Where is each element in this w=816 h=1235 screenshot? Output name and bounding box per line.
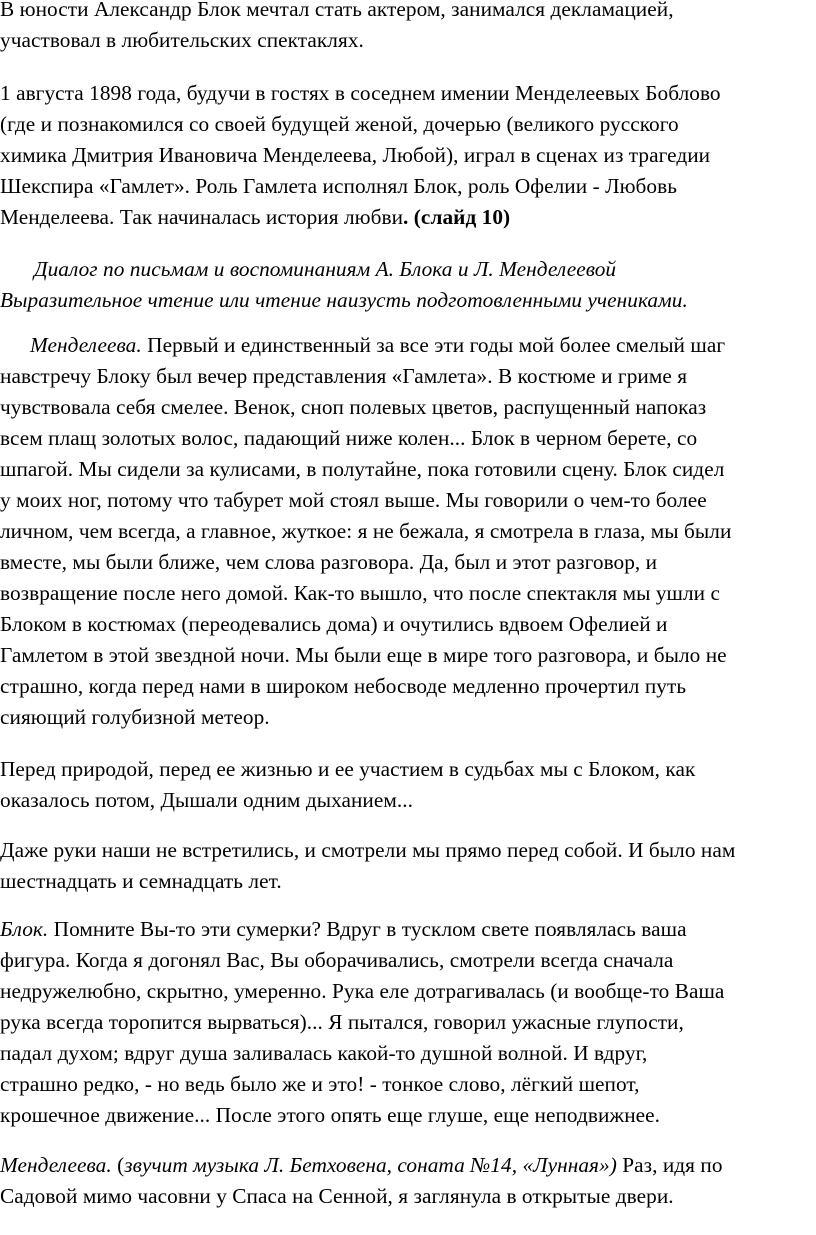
- text-line: чувствовала себя смелее. Венок, сноп полевых цветов, распущенный напоказ: [0, 395, 707, 419]
- text-line: [0, 202, 816, 233]
- speaker-name: Блок.: [0, 917, 49, 941]
- text-line: [0, 1150, 816, 1181]
- text-line: Диалог по письмам и воспоминаниям А. Блока и Л. Менделеевой: [34, 257, 617, 281]
- text-line: Перед природой, перед ее жизнью и ее участием в судьбах мы с Блоком, как: [0, 757, 696, 781]
- text-line: 1 августа 1898 года, будучи в гостях в соседнем имении Менделеевых Боблово: [0, 81, 721, 105]
- text-line: Гамлетом в этой звездной ночи. Мы были еще в мире того разговора, и было не: [0, 643, 727, 667]
- stage-direction: звучит музыка Л. Бетховена, соната №14, «Лунная»): [124, 1153, 617, 1177]
- text-line: фигура. Когда я догонял Вас, Вы оборачивались, смотрели всегда сначала: [0, 948, 674, 972]
- paragraph-nature: [0, 754, 816, 816]
- text-line: страшно, когда перед нами в широком небосводе медленно прочертил путь: [0, 674, 687, 698]
- paragraph-hands: [0, 835, 816, 897]
- text-line: [0, 914, 816, 945]
- paragraph-mendeleeva-2: [0, 1150, 816, 1212]
- text-line: оказалось потом, Дышали одним дыханием...: [0, 788, 414, 812]
- text-line: падал духом; вдруг душа заливалась какой-то душной волной. И вдруг,: [0, 1041, 648, 1065]
- text-line: крошечное движение... После этого опять еще глуше, еще неподвижнее.: [0, 1103, 661, 1127]
- text-line: рука всегда торопится вырваться)... Я пытался, говорил ужасные глупости,: [0, 1010, 684, 1034]
- text-fragment: Менделеева. Так начиналась история любви: [0, 205, 404, 229]
- text-line: возвращение после него домой. Как-то вышло, что после спектакля мы ушли с: [0, 581, 720, 605]
- text-line: сияющий голубизной метеор.: [0, 705, 270, 729]
- text-line: шпагой. Мы сидели за кулисами, в полутайне, пока готовили сцену. Блок сидел: [0, 457, 725, 481]
- text-fragment: (: [111, 1153, 125, 1177]
- text-line: (где и познакомился со своей будущей женой, дочерью (великого русского: [0, 112, 679, 136]
- text-line: участвовал в любительских спектаклях.: [0, 28, 364, 52]
- text-line: всем плащ золотых волос, падающий ниже колен... Блок в черном берете, со: [0, 426, 698, 450]
- paragraph-mendeleeva-1: [0, 330, 816, 733]
- text-line: Даже руки наши не встретились, и смотрели мы прямо перед собой. И было нам: [0, 838, 736, 862]
- slide-reference: . (слайд 10): [403, 205, 511, 229]
- paragraph-blok: [0, 914, 816, 1131]
- text-line: Садовой мимо часовни у Спаса на Сенной, я заглянула в открытые двери.: [0, 1184, 674, 1208]
- text-line: страшно редко, - но ведь было же и это! - тонкое слово, лёгкий шепот,: [0, 1072, 640, 1096]
- speaker-name: Менделеева.: [0, 1153, 112, 1177]
- paragraph-dialog-heading: [0, 254, 816, 316]
- paragraph-boblovo: [0, 78, 816, 233]
- text-fragment: Помните Вы-то эти сумерки? Вдруг в тусклом свете появлялась ваша: [48, 917, 687, 941]
- text-line: Шекспира «Гамлет». Роль Гамлета исполнял Блок, роль Офелии - Любовь: [0, 174, 677, 198]
- text-line: [0, 330, 816, 361]
- text-line: химика Дмитрия Ивановича Менделеева, Любой), играл в сценах из трагедии: [0, 143, 711, 167]
- text-line: Блоком в костюмах (переодевались дома) и очутились вдвоем Офелией и: [0, 612, 668, 636]
- text-line: у моих ног, потому что табурет мой стоял выше. Мы говорили о чем-то более: [0, 488, 707, 512]
- text-fragment: Раз, идя по: [616, 1153, 723, 1177]
- text-line: шестнадцать и семнадцать лет.: [0, 869, 282, 893]
- paragraph-intro: [0, 0, 816, 56]
- text-line: Выразительное чтение или чтение наизусть подготовленными учениками.: [0, 288, 688, 312]
- text-line: навстречу Блоку был вечер представления «Гамлета». В костюме и гриме я: [0, 364, 688, 388]
- text-fragment: Первый и единственный за все эти годы мой более смелый шаг: [141, 333, 726, 357]
- text-line: вместе, мы были ближе, чем слова разговора. Да, был и этот разговор, и: [0, 550, 658, 574]
- text-line: В юности Александр Блок мечтал стать актером, занимался декламацией,: [0, 0, 674, 21]
- speaker-name: Менделеева.: [30, 333, 142, 357]
- text-line: личном, чем всегда, а главное, жуткое: я не бежала, я смотрела в глаза, мы были: [0, 519, 732, 543]
- text-line: недружелюбно, скрытно, умеренно. Рука еле дотрагивалась (и вообще-то Ваша: [0, 979, 725, 1003]
